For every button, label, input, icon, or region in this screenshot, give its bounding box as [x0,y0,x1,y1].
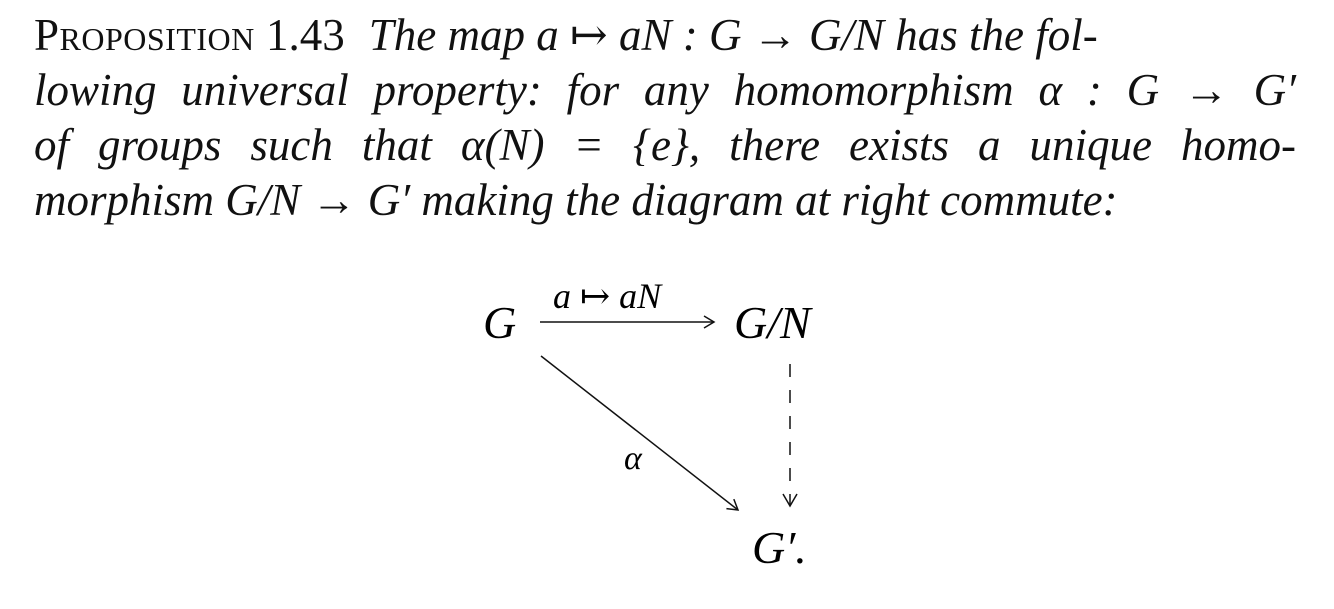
proposition-heading: Proposition [34,10,255,60]
proposition-text-line-2: lowing universal property: for any homomorphism α : G → G′ [34,65,1296,115]
diagram-node-source: G [483,297,517,348]
proposition-number: 1.43 [266,10,345,60]
diagram-label-top-arrow: a ↦ aN [553,276,662,316]
diagram-arrow-alpha [541,356,738,510]
diagram-node-quotient: G/N [734,297,811,348]
diagram-label-diagonal-arrow: α [624,440,642,477]
proposition-text-line-1: The map a ↦ aN : G → G/N has the fol- [368,10,1098,60]
proposition-text-line-4: morphism G/N → G′ making the diagram at right commute: [34,175,1118,225]
diagram-node-target: G′. [752,522,807,573]
proposition-text-line-3: of groups such that α(N) = {e}, there exists a unique homo- [34,120,1296,170]
